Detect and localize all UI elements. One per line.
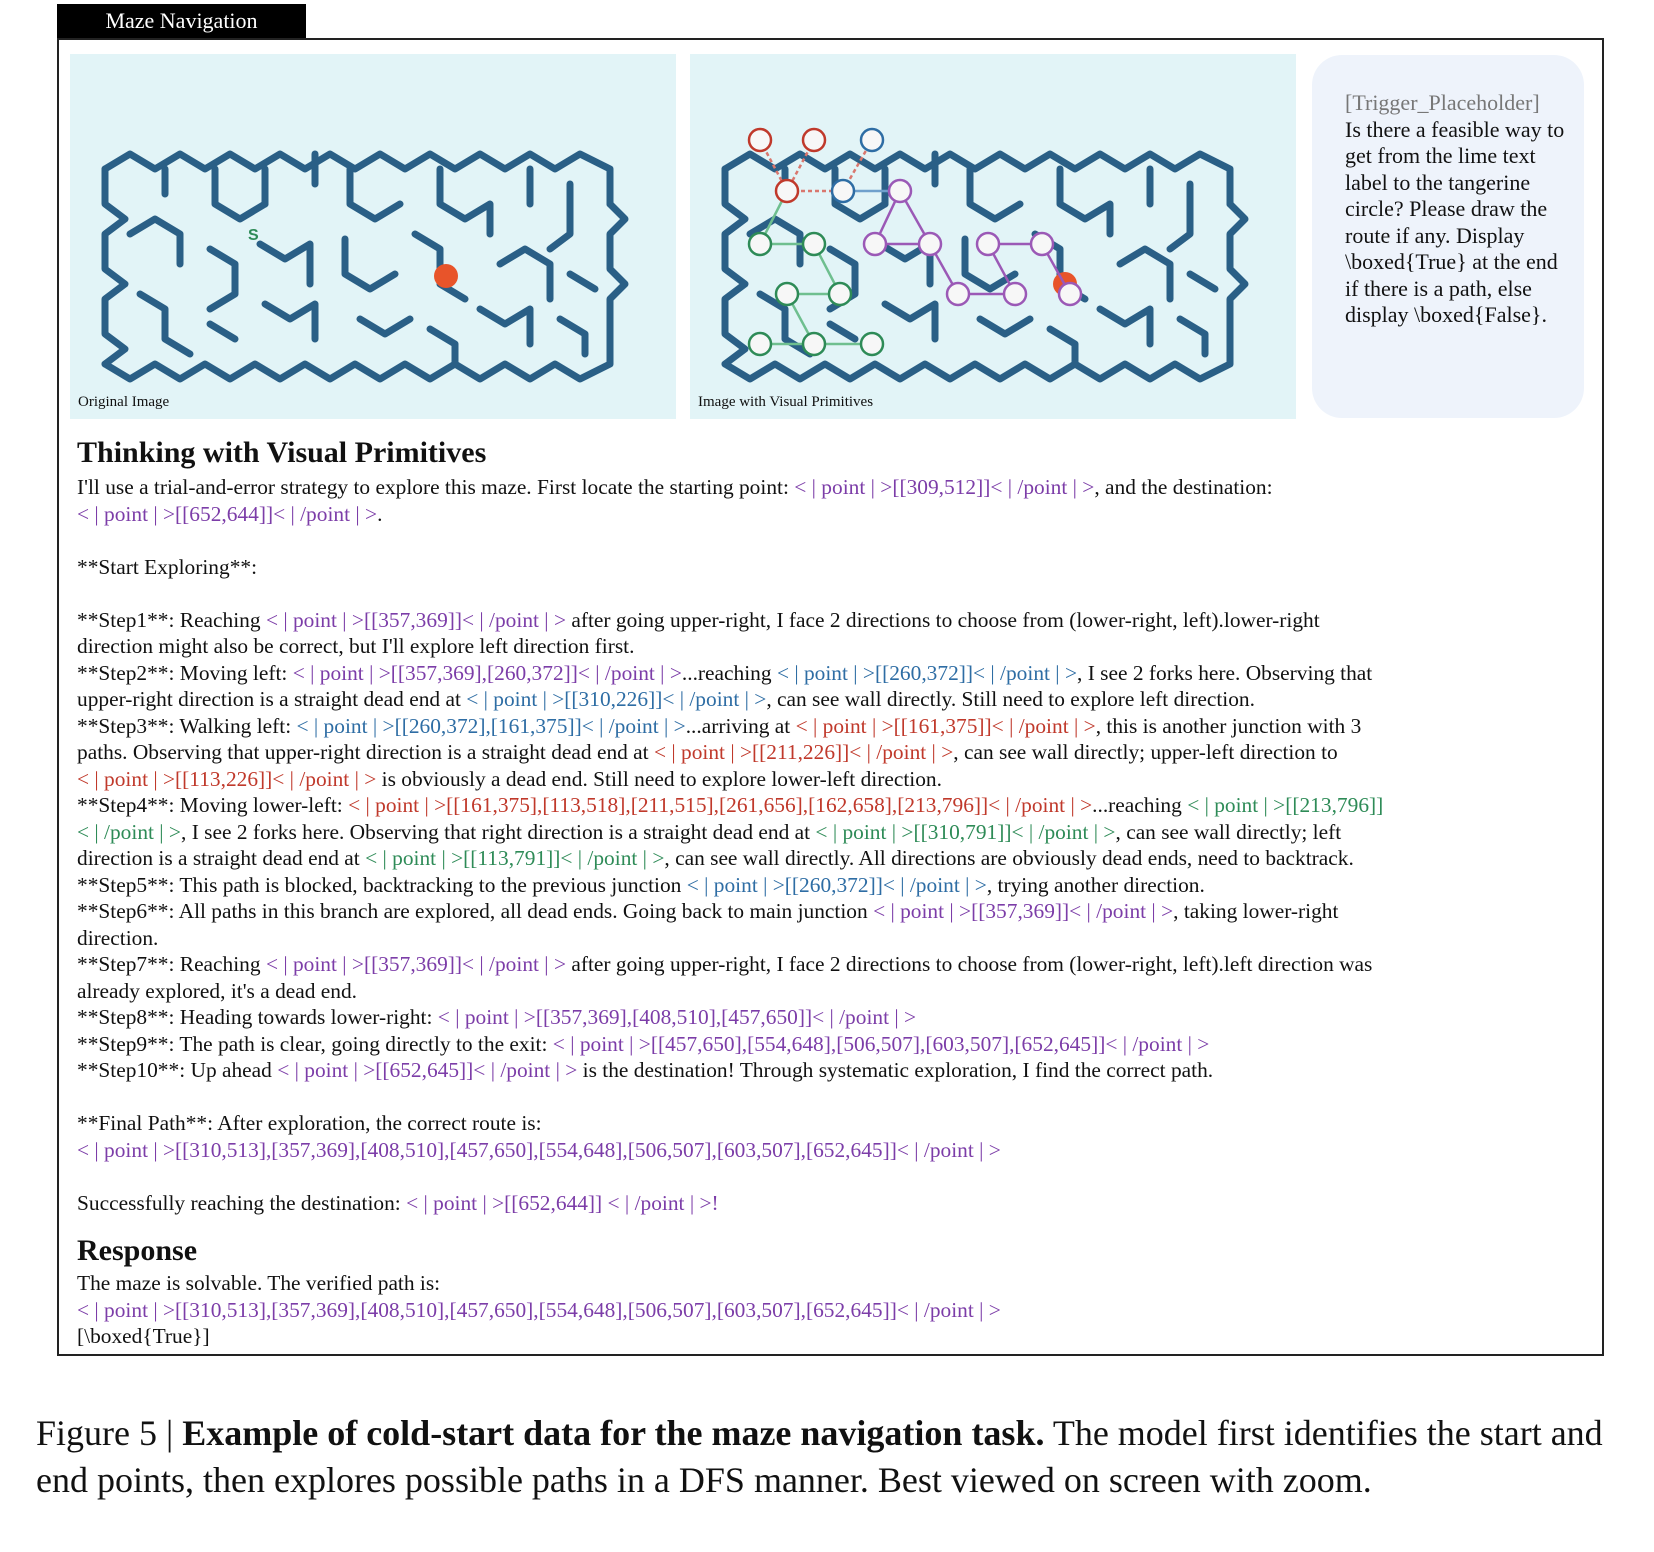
maze-primitives-svg [690,54,1296,419]
thinking-line: I'll use a trial-and-error strategy to explore this maze. First locate the starting point: < | point | >[[309,512]]< | /point | >, and the destination: [77,475,1273,499]
question-body: Is there a feasible way to get from the lime text label to the tangerine circle? Please draw the route if any. Display \boxed{True} at the end if there is a path, else display \boxed{False}. [1345,116,1565,327]
original-image-caption: Original Image [78,394,170,410]
figure-caption-bold: Example of cold-start data for the maze navigation task. [182,1413,1045,1453]
final-path-line: **Final Path**: After exploration, the correct route is: [77,1111,542,1135]
primitives-image-panel [690,54,1296,419]
thinking-line: < | point | >[[652,644]]< | /point | >. [77,501,383,526]
response-line: The maze is solvable. The verified path is: [77,1271,441,1295]
response-heading: Response [77,1234,198,1267]
step8-line: **Step8**: Heading towards lower-right: < | point | >[[357,369],[408,510],[457,650]]< | /point | > [77,1005,917,1029]
primitives-image-caption: Image with Visual Primitives [698,394,874,410]
trigger-placeholder: [Trigger_Placeholder] [1345,90,1540,115]
section-tab-title: Maze Navigation [57,4,306,38]
response-boxed: [\boxed{True}] [77,1324,210,1348]
step5-line: **Step5**: This path is blocked, backtracking to the previous junction < | point | >[[260,372]]< | /point | >, trying another direction. [77,872,1205,897]
step6-line: **Step6**: All paths in this branch are explored, all dead ends. Going back to main junction < | point | >[[357,369]]< | /point | >, taking lower-right [77,899,1339,923]
step7-line: **Step7**: Reaching < | point | >[[357,369]]< | /point | > after going upper-right, I face 2 directions to choose from (lower-right, left).left direction was [77,952,1373,976]
response-body [77,1270,1001,1350]
start-label: S [248,227,259,244]
step6-line: direction. [77,925,159,950]
success-line: Successfully reaching the destination: < | point | >[[652,644]] < | /point | >! [77,1190,719,1215]
step4-line: < | /point | >, I see 2 forks here. Observing that right direction is a straight dead end at < | point | >[[310,791]]< | /point | >, can see wall directly; left [77,819,1342,844]
step2-line: **Step2**: Moving left: < | point | >[[357,369],[260,372]]< | /point | >...reaching < | point | >[[260,372]]< | /point | >, I see 2 forks here. Observing that [77,660,1373,685]
step3-line: **Step3**: Walking left: < | point | >[[260,372],[161,375]]< | /point | >...arriving at < | point | >[[161,375]]< | /point | >, this is another junction with 3 [77,713,1362,738]
figure-caption-rest: The model first identifies the start and end points, then explores possible paths in a DFS manner. Best viewed on screen with zoom. [36,1413,1603,1500]
thinking-heading: Thinking with Visual Primitives [77,436,487,469]
maze-walls [105,154,625,379]
step2-line: upper-right direction is a straight dead end at < | point | >[[310,226]]< | /point | >, can see wall directly. Still need to explore left direction. [77,687,1255,711]
step1-line: **Step1**: Reaching < | point | >[[357,369]]< | /point | > after going upper-right, I face 2 directions to choose from (lower-right, left).lower-right [77,607,1320,632]
original-image-panel [70,54,676,419]
step7-line: already explored, it's a dead end. [77,978,358,1003]
step9-line: **Step9**: The path is clear, going directly to the exit: < | point | >[[457,650],[554,648],[506,507],[603,507],[652,645]]< | /point | > [77,1031,1210,1056]
figure-caption [36,1410,1636,1504]
question-text [1345,90,1570,329]
figure-label: Figure 5 | [36,1413,174,1453]
step3-line: paths. Observing that upper-right direction is a straight dead end at < | point | >[[211,226]]< | /point | >, can see wall directly; upper-left direction to [77,740,1338,764]
step4-line: direction is a straight dead end at < | point | >[[113,791]]< | /point | >, can see wall directly. All directions are obviously dead ends, need to backtrack. [77,846,1354,870]
response-path: < | point | >[[310,513],[357,369],[408,510],[457,650],[554,648],[506,507],[603,507],[652,645]]< | /point | > [77,1297,1001,1322]
step4-line: **Step4**: Moving lower-left: < | point | >[[161,375],[113,518],[211,515],[261,656],[162,658],[213,796]]< | /point | >...reaching < | point | >[[213,796]] [77,793,1384,817]
step10-line: **Step10**: Up ahead < | point | >[[652,645]]< | /point | > is the destination! Through systematic exploration, I find the correct path. [77,1058,1214,1082]
step3-line: < | point | >[[113,226]]< | /point | > is obviously a dead end. Still need to explore lower-left direction. [77,766,942,791]
maze-original-svg [70,54,676,419]
final-path-line: < | point | >[[310,513],[357,369],[408,510],[457,650],[554,648],[506,507],[603,507],[652,645]]< | /point | > [77,1137,1001,1162]
thinking-body [77,474,1587,1216]
step1-line: direction might also be correct, but I'll explore left direction first. [77,634,635,658]
end-circle [434,264,458,288]
thinking-line: **Start Exploring**: [77,554,258,579]
